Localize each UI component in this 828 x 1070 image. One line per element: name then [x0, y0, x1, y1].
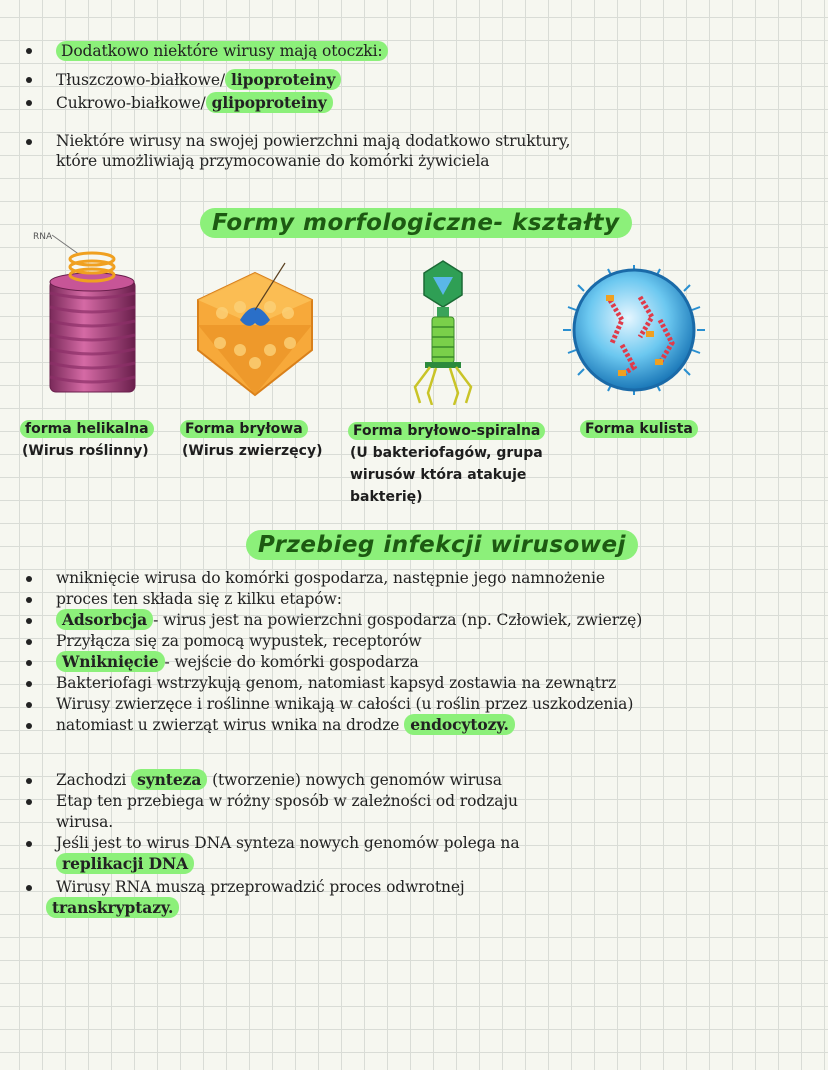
infection-line-2: proces ten składa się z kilku etapów: — [56, 590, 342, 608]
form-helical-desc: (Wirus roślinny) — [22, 443, 149, 459]
lipoprotein-prefix: Tłuszczowo-białkowe/ — [56, 71, 226, 89]
dna-replication-term: replikacji DNA — [56, 853, 194, 874]
bullet — [26, 618, 32, 624]
synthesis-line-4: Wirusy RNA muszą przeprowadzić proces odwrotnej — [56, 878, 465, 896]
glycoprotein-prefix: Cukrowo-białkowe/ — [56, 94, 206, 112]
heading-infection-process: Przebieg infekcji wirusowej — [246, 530, 638, 560]
form-complex — [348, 420, 545, 508]
form-helical — [20, 418, 154, 462]
bullet — [26, 778, 32, 784]
rna-label: RNA — [33, 232, 53, 242]
penetration-desc: - wejście do komórki gospodarza — [164, 653, 419, 671]
virus-illustrations — [0, 225, 828, 405]
helical-virus-icon — [33, 232, 135, 392]
synthesis-rest: (tworzenie) nowych genomów wirusa — [207, 771, 502, 789]
adsorption-desc: - wirus jest na powierzchni gospodarza (np. Człowiek, zwierzę) — [153, 611, 643, 629]
infection-line-1: wniknięcie wirusa do komórki gospodarza, następnie jego namnożenie — [56, 569, 605, 587]
synthesis-line-4b — [46, 898, 179, 918]
bullet — [26, 723, 32, 729]
glycoprotein-line — [56, 93, 333, 113]
bullet — [26, 576, 32, 582]
infection-line-3 — [56, 610, 642, 630]
endocytosis-prefix: natomiast u zwierząt wirus wnika na drodze — [56, 716, 405, 734]
synthesis-line-2b: wirusa. — [56, 813, 114, 831]
intro-text: Dodatkowo niektóre wirusy mają otoczki: — [56, 41, 388, 61]
synthesis-line-1 — [56, 770, 502, 790]
spherical-virus-icon — [563, 265, 705, 395]
intro-line — [56, 41, 388, 61]
synthesis-line-3: Jeśli jest to wirus DNA synteza nowych genomów polega na — [56, 834, 520, 852]
bullet — [26, 597, 32, 603]
endocytosis-term: endocytozy. — [404, 714, 515, 735]
bullet — [26, 885, 32, 891]
infection-line-4: Przyłącza się za pomocą wypustek, receptorów — [56, 632, 422, 650]
bullet — [26, 799, 32, 805]
form-complex-desc-1: (U bakteriofagów, grupa — [350, 445, 543, 461]
surface-structures-line1: Niektóre wirusy na swojej powierzchni mają dodatkowo struktury, — [56, 132, 571, 150]
reverse-transcriptase-term: transkryptazy. — [46, 897, 179, 918]
bullet — [26, 639, 32, 645]
bullet — [26, 702, 32, 708]
form-icosahedral — [180, 418, 322, 462]
lipoprotein-line — [56, 70, 341, 90]
form-icosahedral-desc: (Wirus zwierzęcy) — [182, 443, 323, 459]
infection-line-7: Wirusy zwierzęce i roślinne wnikają w całości (u roślin przez uszkodzenia) — [56, 695, 634, 713]
surface-structures-line2: które umożliwiają przymocowanie do komórki żywiciela — [56, 152, 490, 170]
bullet — [26, 77, 32, 83]
heading-morphological-forms: Formy morfologiczne- kształty — [200, 208, 632, 238]
form-helical-name: forma helikalna — [20, 420, 154, 438]
synthesis-term: synteza — [131, 769, 207, 790]
bullet — [26, 139, 32, 145]
adsorption-term: Adsorbcja — [56, 609, 153, 630]
infection-line-6: Bakteriofagi wstrzykują genom, natomiast kapsyd zostawia na zewnątrz — [56, 674, 617, 692]
synthesis-line-2: Etap ten przebiega w różny sposób w zależności od rodzaju — [56, 792, 518, 810]
form-icosahedral-name: Forma bryłowa — [180, 420, 308, 438]
bullet — [26, 841, 32, 847]
bullet — [26, 660, 32, 666]
lipoprotein-term: lipoproteiny — [225, 69, 341, 90]
icosahedral-virus-icon — [198, 263, 312, 395]
synthesis-line-3b — [56, 854, 194, 874]
bullet — [26, 48, 32, 54]
bullet — [26, 100, 32, 106]
bullet — [26, 681, 32, 687]
synthesis-prefix: Zachodzi — [56, 771, 132, 789]
penetration-term: Wniknięcie — [56, 651, 165, 672]
form-spherical-name: Forma kulista — [580, 420, 698, 438]
bacteriophage-icon — [415, 261, 471, 405]
form-complex-name: Forma bryłowo-spiralna — [348, 422, 545, 440]
glycoprotein-term: glipoproteiny — [206, 92, 333, 113]
form-complex-desc-3: bakterię) — [350, 489, 423, 505]
form-spherical — [580, 418, 698, 440]
infection-line-8 — [56, 715, 515, 735]
infection-line-5 — [56, 652, 419, 672]
form-complex-desc-2: wirusów która atakuje — [350, 467, 527, 483]
